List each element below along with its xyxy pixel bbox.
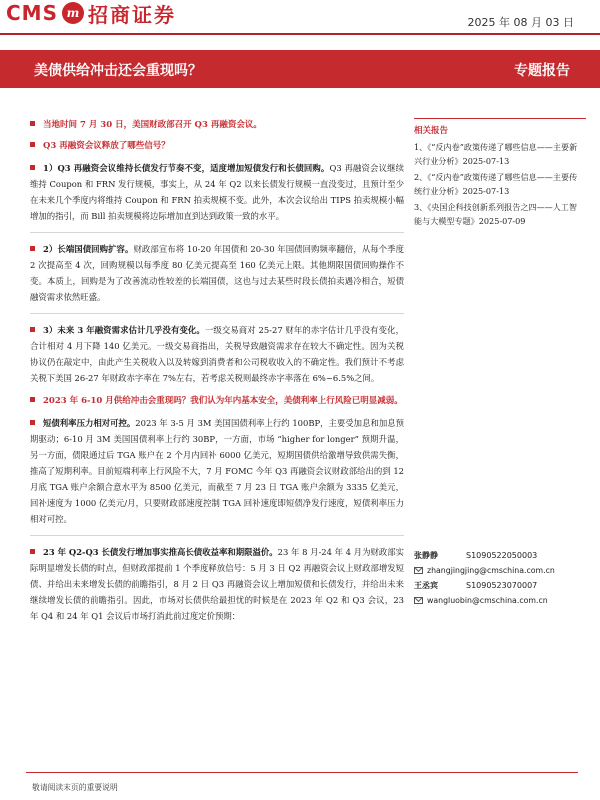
- point-4-text: 2023 年 3-5 月 3M 美国国债利率上行约 100BP，主要受加息和加息预期驱动；6-10 月 3M 美国国债利率上行约 30BP，一方面，市场 “higher for longer” 预期升温，另一方面，债限通过后 TGA 账户在 2 个月内回补 6000 亿美元，短期国债供给激增导致供需失衡，推高了短期利率。目前短端利率上行风险不大，7 月 FOMC 今年 Q3 再融资会议财政部给出的到 12 月底 TGA 账户余额合意水平为 8500 亿美元，而截至 7 月 23 日 TGA 账户余额为 3335 亿美元，回补速度为 1000 亿美元/月，只要财政部速度控制 TGA 回补速度即短债净发行速度，短债利率压力相对可控。: [30, 418, 405, 524]
- envelope-icon: [414, 567, 423, 574]
- point-1-heading: 1）Q3 再融资会议维持长债发行节奏不变，适度增加短债发行和长债回购。: [43, 163, 330, 173]
- bullet-square-icon: [30, 165, 35, 170]
- analyst-id: S1090523070007: [466, 581, 538, 590]
- report-type-tag: 专题报告: [514, 63, 570, 79]
- cms-logo: [6, 0, 176, 26]
- question-text: Q3 再融资会议释放了哪些信号？: [43, 141, 170, 151]
- lead-bullet: [30, 118, 404, 133]
- bullet-square-icon: [30, 549, 35, 554]
- related-report-item[interactable]: 2、《“反内卷”政策传递了哪些信息——主要传统行业分析》2025-07-13: [414, 172, 578, 196]
- bullet-square-icon: [30, 142, 35, 147]
- divider: [30, 535, 404, 536]
- point-2-text: 财政部宣布将 10-20 年国债和 20-30 年国债回购频率翻倍，从每个季度 2 次提高至 4 次，回购规模以每季度 80 亿美元提高至 160 亿美元上限。其他期限国债回购操作不变。本质上，回购是为了改善流动性较差的长端国债，这也与过去某些时段长债拍卖遇冷相合，短债融资需求依然旺盛。: [30, 244, 405, 302]
- analyst-email[interactable]: zhangjingjing@cmschina.com.cn: [427, 566, 555, 575]
- logo-chinese: 招商证券: [87, 2, 176, 27]
- point-5-text: 23 年 8 月-24 年 4 月为财政部实际明显增发长债的时点，但财政部提前 1 个季度释放信号：5 月 3 日 Q2 再融资会议上财政部增发短债、并给出未来增发长债的前瞻指引，8 月 2 日 Q3 再融资会议上增加短债和长债发行，并给出未来继续增发长债的前瞻指引。因此，市场对长债供给最担忧的时候是在 2023 年 Q2 和 Q3 会议，23 年 Q4 和 24 年 Q1 会议后市场打消此前过度定价预期：: [30, 547, 404, 621]
- analyst-email-row[interactable]: [414, 593, 584, 608]
- divider: [30, 232, 404, 233]
- analyst-id: S1090522050003: [466, 551, 538, 560]
- related-reports-heading: 相关报告: [414, 126, 449, 136]
- report-date: 2025 年 08 月 03 日: [467, 16, 574, 29]
- point-1-text: Q3 再融资会议继续维持 Coupon 和 FRN 发行规模，事实上，从 24 年 Q2 以来长债发行规模一直没变过，且预计至少在未来几个季度内将维持 Coupon 和 FRN 拍卖规模不变。此外，本次会议给出 TIPS 拍卖规模小幅增加的指引，而 Bill 拍卖规模将边际增加直到达到政策一致的水平。: [30, 163, 404, 221]
- analyst-row: [414, 548, 584, 563]
- point-2-heading: 2）长端国债回购扩容。: [43, 244, 134, 254]
- bullet-square-icon: [30, 397, 35, 402]
- bullet-square-icon: [30, 327, 35, 332]
- analyst-name: 张静静: [414, 551, 438, 560]
- bullet-square-icon: [30, 420, 35, 425]
- related-report-item[interactable]: 3、《央国企科技创新系列报告之四——人工智能与大模型专题》2025-07-09: [414, 202, 577, 226]
- analyst-block: [414, 548, 584, 608]
- analyst-email-row[interactable]: [414, 563, 584, 578]
- point-3-text: 一级交易商对 25-27 财年的赤字估计几乎没有变化，合计相对 4 月下降 140 亿美元。一级交易商指出，关税导致融资需求存在较大不确定性。因为关税协议仍在敲定中，由此产生关税收入以及转嫁到消费者和公司税收收入的不确定性。我们预计不考虑关税下美国 26-27 年财政赤字率在 7%左右，若考虑关税则最终赤字率落在 6%~6.5%之间。: [30, 325, 404, 383]
- logo-latin: CMS: [6, 1, 58, 25]
- logo-mark-icon: m: [62, 2, 84, 24]
- point-5: [30, 544, 404, 624]
- point-5-heading: 23 年 Q2-Q3 长债发行增加事实推高长债收益率和期限溢价。: [43, 547, 278, 557]
- header-rule: [0, 33, 600, 35]
- footer-rule: [26, 772, 578, 773]
- red-question-text: 2023 年 6-10 月供给冲击会重现吗？我们认为年内基本安全，美债利率上行风险已明显减弱。: [43, 396, 403, 406]
- point-1: [30, 160, 404, 224]
- envelope-icon: [414, 597, 423, 604]
- question-bullet: [30, 139, 404, 154]
- related-reports: [414, 118, 580, 230]
- bullet-square-icon: [30, 121, 35, 126]
- report-title: 美债供给冲击还会重现吗？: [34, 63, 202, 79]
- point-3: [30, 322, 404, 386]
- point-4: [30, 415, 404, 527]
- lead-text: 当地时间 7 月 30 日，美国财政部召开 Q3 再融资会议。: [43, 120, 262, 130]
- divider: [30, 313, 404, 314]
- page-header: [0, 0, 600, 36]
- point-4-heading: 短债利率压力相对可控。: [43, 418, 136, 428]
- point-2: [30, 241, 404, 305]
- title-banner: [0, 50, 600, 88]
- bullet-square-icon: [30, 246, 35, 251]
- main-content: [30, 118, 404, 632]
- related-report-item[interactable]: 1、《“反内卷”政策传递了哪些信息——主要新兴行业分析》2025-07-13: [414, 142, 578, 166]
- analyst-email[interactable]: wangluobin@cmschina.com.cn: [427, 596, 548, 605]
- analyst-row: [414, 578, 584, 593]
- footer-note: 敬请阅读末页的重要说明: [32, 783, 118, 792]
- analyst-name: 王丞宾: [414, 581, 438, 590]
- point-3-heading: 3）未来 3 年融资需求估计几乎没有变化。: [43, 325, 205, 335]
- red-question-bullet: [30, 394, 404, 409]
